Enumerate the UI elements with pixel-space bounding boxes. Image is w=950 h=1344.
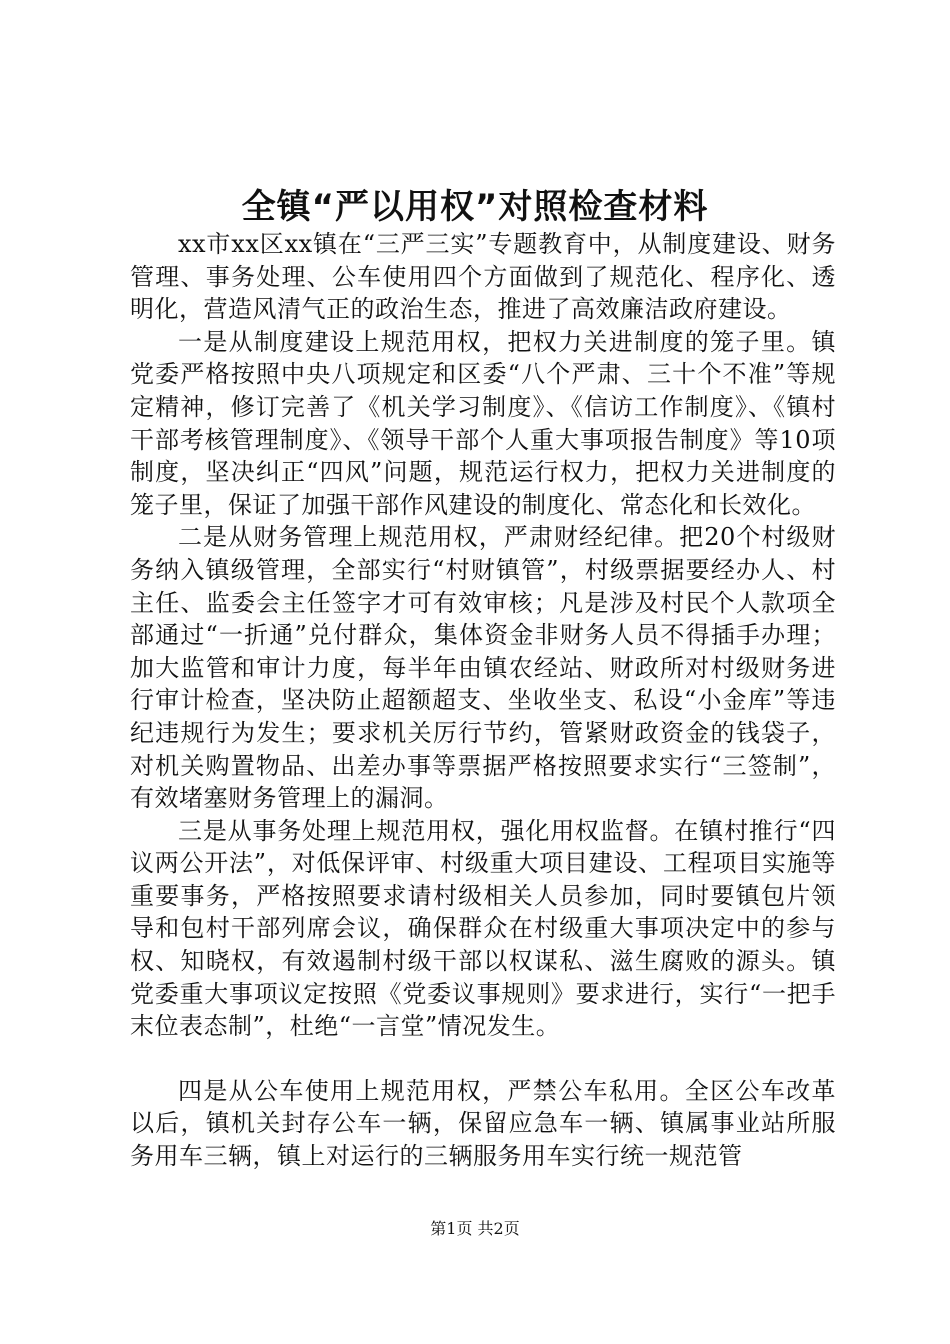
document-title: 全镇“严以用权”对照检查材料	[241, 187, 709, 227]
paragraph-official-vehicles: 四是从公车使用上规范用权，严禁公车私用。全区公车改革以后，镇机关封存公车一辆，保留应急车一辆、镇属事业站所服务用车三辆，镇上对运行的三辆服务用车实行统一规范管	[130, 1076, 836, 1171]
page-footer: 第1页 共2页	[430, 1219, 520, 1238]
paragraph-system-building: 一是从制度建设上规范用权，把权力关进制度的笼子里。镇党委严格按照中央八项规定和区委“八个严肃、三十个不准”等规定精神，修订完善了《机关学习制度》、《信访工作制度》、《镇村干部考核管理制度》、《领导干部个人重大事项报告制度》等10项制度，坚决纠正“四风”问题，规范运行权力，把权力关进制度的笼子里，保证了加强干部作风建设的制度化、常态化和长效化。	[130, 327, 836, 519]
paragraph-financial-management: 二是从财务管理上规范用权，严肃财经纪律。把20个村级财务纳入镇级管理，全部实行“村财镇管”，村级票据要经办人、村主任、监委会主任签字才可有效审核；凡是涉及村民个人款项全部通过“一折通”兑付群众，集体资金非财务人员不得插手办理；加大监管和审计力度，每半年由镇农经站、财政所对村级财务进行审计检查，坚决防止超额超支、坐收坐支、私设“小金库”等违纪违规行为发生；要求机关厉行节约，管紧财政资金的钱袋子，对机关购置物品、出差办事等票据严格按照要求实行“三签制”，有效堵塞财务管理上的漏洞。	[130, 523, 836, 813]
paragraph-intro: xx市xx区xx镇在“三严三实”专题教育中，从制度建设、财务管理、事务处理、公车使用四个方面做到了规范化、程序化、透明化，营造风清气正的政治生态，推进了高效廉洁政府建设。	[130, 230, 836, 324]
document-body	[130, 228, 836, 1173]
paragraph-affairs-handling: 三是从事务处理上规范用权，强化用权监督。在镇村推行“四议两公开法”，对低保评审、村级重大项目建设、工程项目实施等重要事务，严格按照要求请村级相关人员参加，同时要镇包片领导和包村干部列席会议，确保群众在村级重大事项决定中的参与权、知晓权，有效遏制村级干部以权谋私、滋生腐败的源头。镇党委重大事项议定按照《党委议事规则》要求进行，实行“一把手末位表态制”，杜绝“一言堂”情况发生。	[130, 816, 836, 1041]
